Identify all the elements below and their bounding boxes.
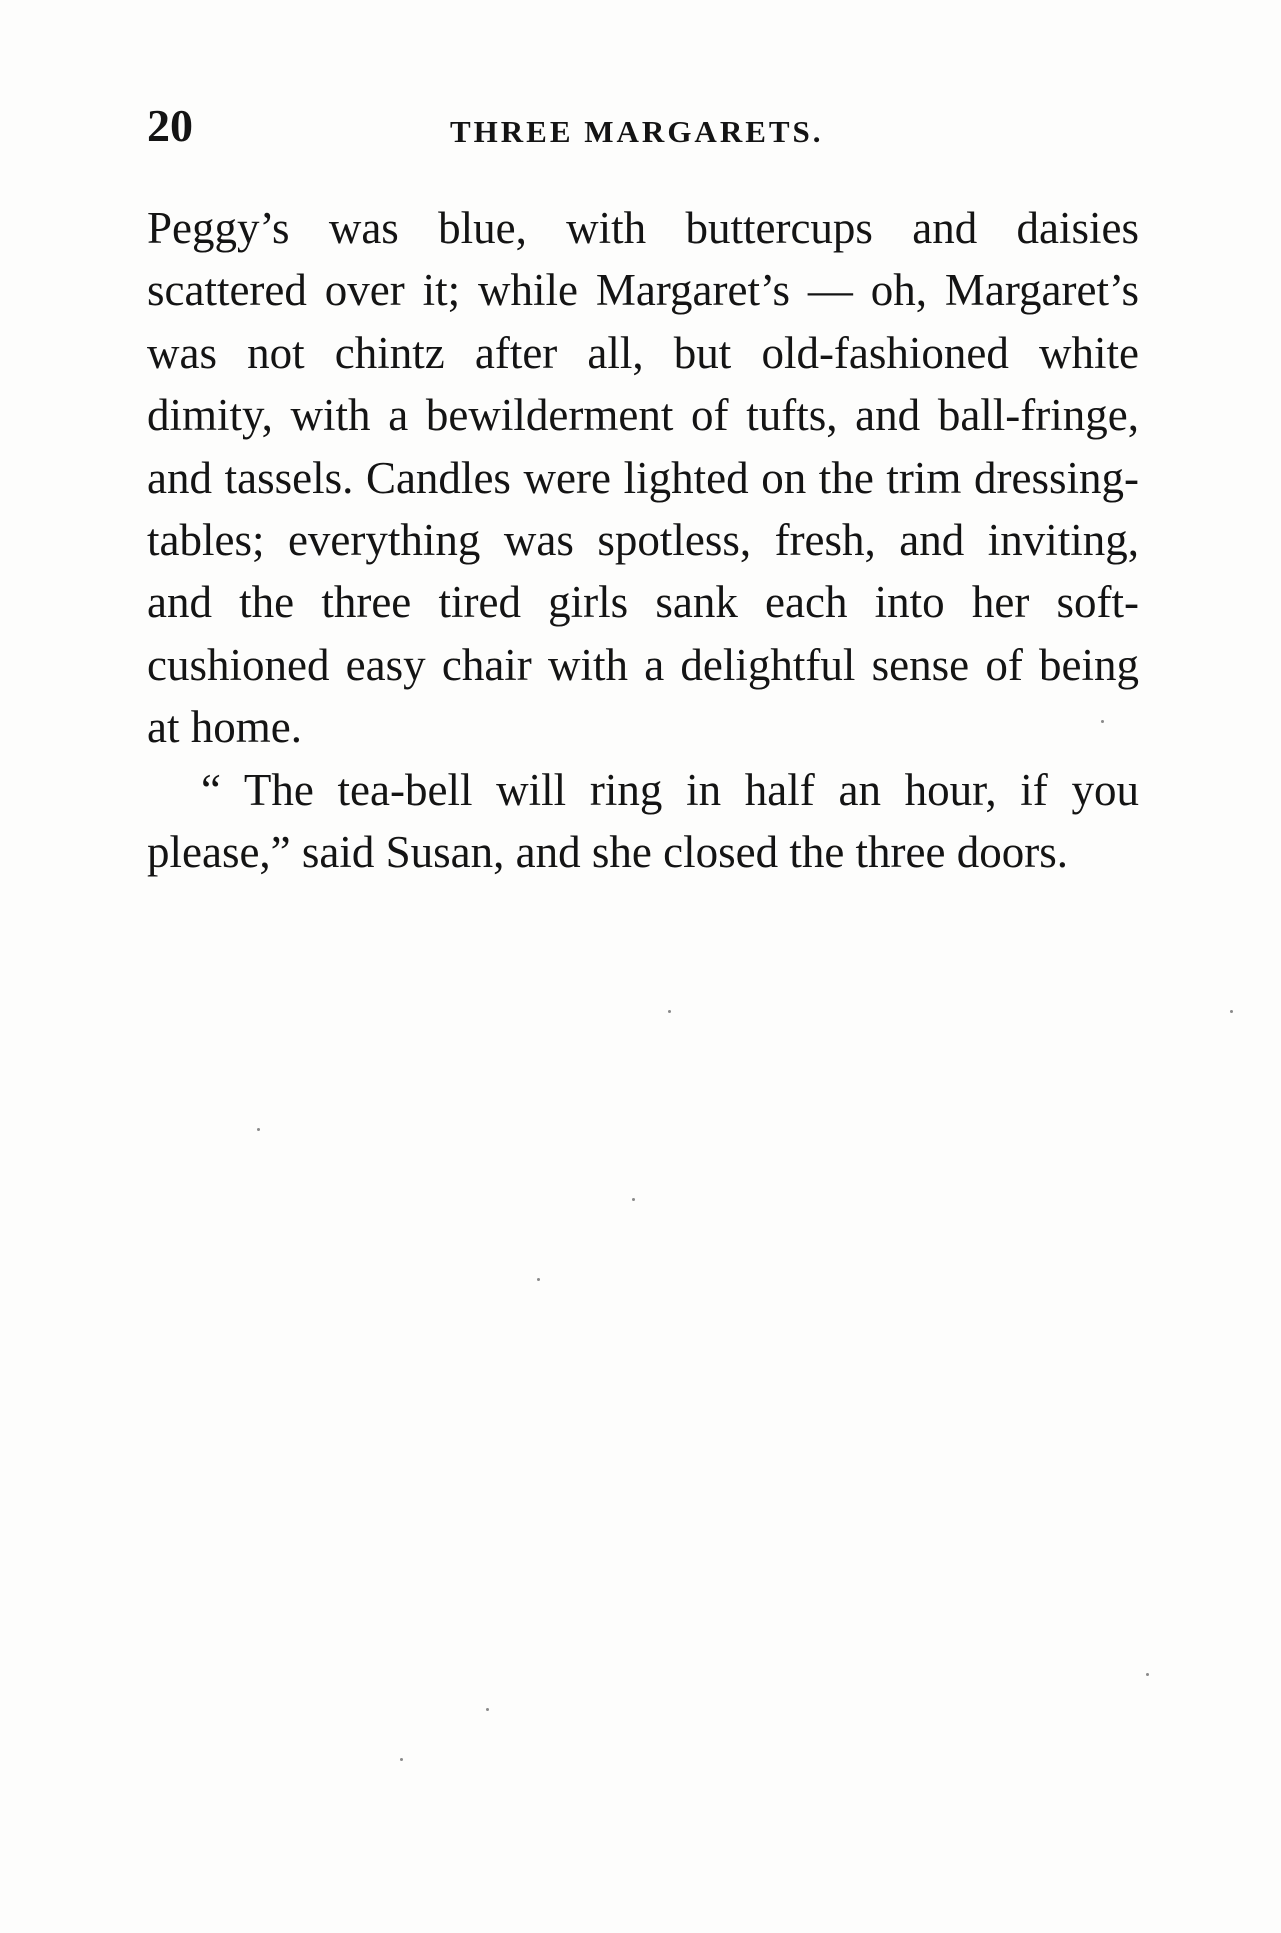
paper-speck — [486, 1708, 489, 1711]
paper-speck — [257, 1128, 260, 1131]
paper-speck — [668, 1010, 671, 1013]
paper-speck — [1146, 1673, 1149, 1676]
running-title: THREE MARGARETS. — [450, 114, 824, 149]
paragraph: “ The tea-bell will ring in half an hour, if you please,” said Susan, and she closed the three doors. — [147, 764, 1139, 878]
paper-speck — [537, 1278, 540, 1281]
paper-speck — [1101, 720, 1104, 723]
paper-speck — [400, 1758, 403, 1761]
page-number: 20 — [147, 100, 193, 151]
running-head — [147, 96, 1137, 156]
paper-speck — [632, 1198, 635, 1201]
paragraph: Peggy’s was blue, with buttercups and daisies scattered over it; while Margaret’s — oh, Margaret’s was not chintz after all, but old-fashioned white dimity, with a bewilderment of tufts, and ball-fringe, and tassels. Candles were lighted on the trim dressing-tables; everything was spotless, fresh, and inviting, and the three tired girls sank each into her soft-cushioned easy chair with a delightful sense of being at home. — [147, 203, 1139, 753]
paper-speck — [1230, 1010, 1233, 1013]
body-text — [147, 197, 1139, 883]
